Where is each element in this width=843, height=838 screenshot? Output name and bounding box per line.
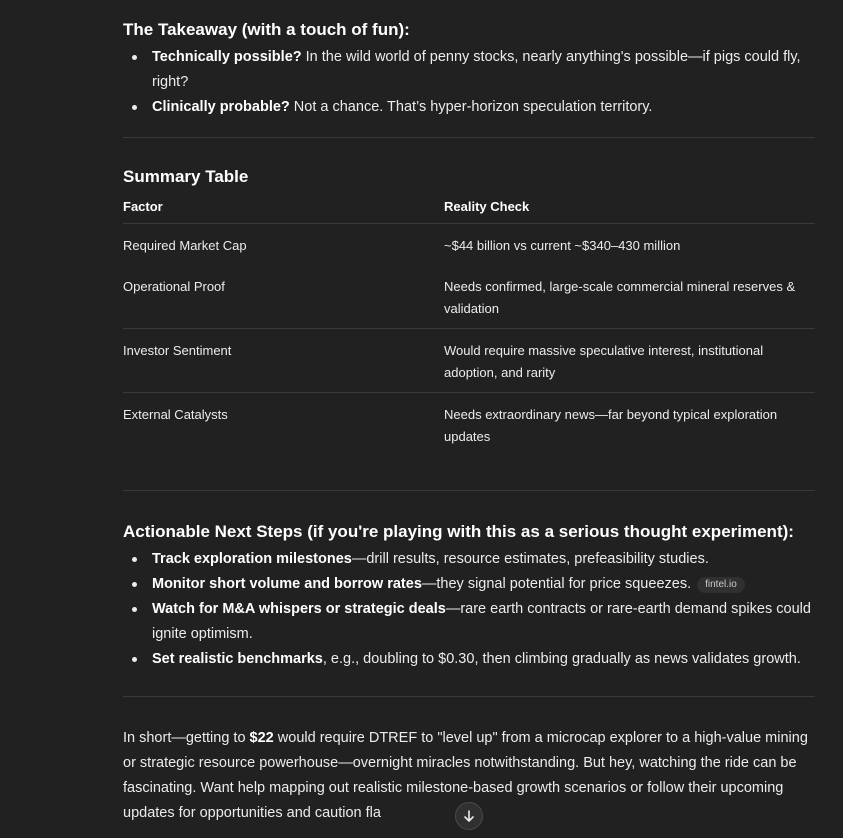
takeaway-list	[123, 45, 815, 120]
conclusion-bold: $22	[249, 730, 274, 746]
table-cell-check: Needs confirmed, large-scale commercial mineral reserves & validation	[444, 265, 815, 329]
list-item-bold: Technically possible?	[152, 49, 302, 65]
list-item	[123, 597, 815, 647]
conclusion-suffix: would require DTREF to "level up" from a microcap explorer to a high-value mining or strategic resource powerhouse—overnight miracles notwithstanding. But hey, watching the ride can be fascinating. Want help mapping out realistic milestone-based growth scenarios or follow their upcoming updates for opportunities and caution fla	[123, 730, 808, 821]
list-item	[123, 95, 815, 120]
table-cell-check: ~$44 billion vs current ~$340–430 million	[444, 238, 681, 253]
list-item-text: —they signal potential for price squeezes.	[421, 576, 692, 592]
list-item	[123, 547, 815, 572]
table-row	[123, 393, 815, 457]
summary-heading: Summary Table	[123, 167, 249, 186]
source-citation-badge[interactable]: fintel.io	[697, 577, 745, 593]
list-item-bold: Clinically probable?	[152, 99, 290, 115]
column-header-factor: Factor	[123, 195, 444, 224]
divider	[123, 137, 815, 138]
table-row	[123, 224, 815, 266]
conclusion-prefix: In short—getting to	[123, 730, 250, 746]
list-item-text: In the wild world of penny stocks, nearly anything's possible—if pigs could fly, right?	[152, 49, 801, 90]
divider	[123, 490, 815, 491]
arrow-down-icon	[462, 809, 476, 823]
list-item-text: , e.g., doubling to $0.30, then climbing gradually as news validates growth.	[322, 651, 801, 667]
takeaway-section	[123, 18, 815, 138]
divider	[123, 696, 815, 697]
list-item	[123, 647, 815, 672]
table-cell-factor: External Catalysts	[123, 407, 228, 422]
takeaway-heading: The Takeaway (with a touch of fun):	[123, 20, 410, 39]
column-header-reality-check: Reality Check	[444, 195, 815, 224]
list-item-bold: Set realistic benchmarks	[152, 651, 323, 667]
list-item	[123, 45, 815, 95]
list-item-bold: Track exploration milestones	[152, 551, 352, 567]
table-row	[123, 265, 815, 329]
list-item-bold: Watch for M&A whispers or strategic deals	[152, 601, 446, 617]
table-cell-check: Needs extraordinary news—far beyond typical exploration updates	[444, 407, 778, 444]
next-steps-section	[123, 520, 815, 697]
list-item-text: Not a chance. That’s hyper-horizon speculation territory.	[289, 99, 653, 115]
table-cell-factor: Required Market Cap	[123, 238, 247, 253]
summary-section	[123, 165, 815, 491]
scroll-to-bottom-button[interactable]	[455, 802, 483, 830]
next-steps-heading: Actionable Next Steps (if you're playing with this as a serious thought experiment):	[123, 522, 794, 541]
table-cell-check: Would require massive speculative interest, institutional adoption, and rarity	[444, 329, 815, 393]
table-cell-factor: Operational Proof	[123, 265, 444, 329]
summary-table	[123, 195, 815, 456]
list-item-text: —drill results, resource estimates, prefeasibility studies.	[351, 551, 709, 567]
list-item	[123, 572, 815, 597]
table-row	[123, 329, 815, 393]
table-cell-factor: Investor Sentiment	[123, 329, 444, 393]
list-item-bold: Monitor short volume and borrow rates	[152, 576, 422, 592]
table-header-row	[123, 195, 815, 224]
list-item-text: —rare earth contracts or rare-earth demand spikes could ignite optimism.	[152, 601, 811, 642]
message-content	[123, 18, 815, 826]
next-steps-list	[123, 547, 815, 672]
